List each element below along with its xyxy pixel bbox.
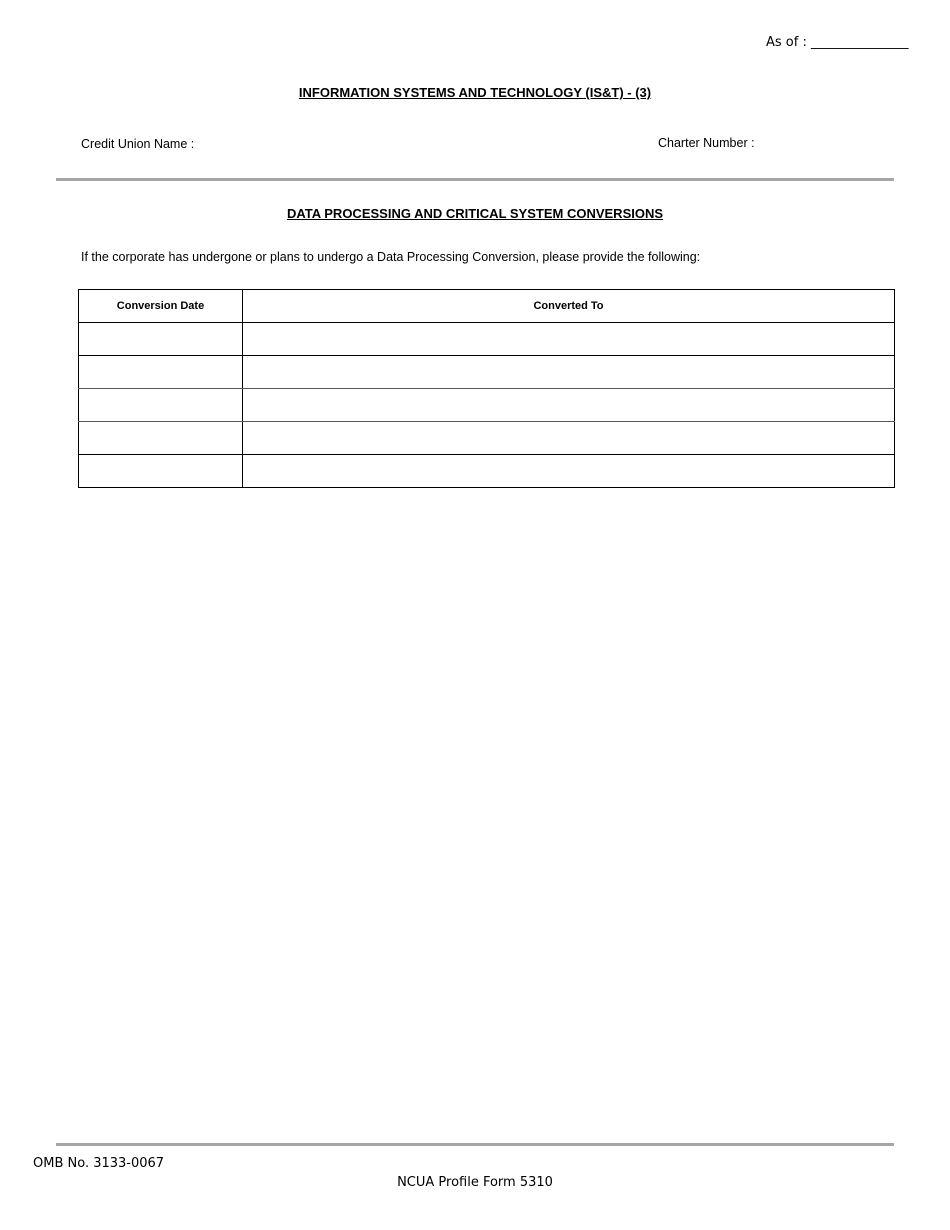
charter-number-label: Charter Number :: [658, 136, 755, 150]
page-title: INFORMATION SYSTEMS AND TECHNOLOGY (IS&T) - (3): [298, 85, 652, 100]
converted-to-cell[interactable]: [243, 422, 895, 455]
form-identifier: NCUA Profile Form 5310: [397, 1175, 553, 1190]
conversion-date-cell[interactable]: [79, 356, 243, 389]
credit-union-name-label: Credit Union Name :: [81, 137, 195, 151]
converted-to-cell[interactable]: [243, 389, 895, 422]
converted-to-cell[interactable]: [243, 455, 895, 488]
as-of-field[interactable]: As of : _______________: [766, 35, 909, 50]
table-row: [79, 323, 895, 356]
conversion-date-cell[interactable]: [79, 389, 243, 422]
header-divider: [56, 178, 894, 181]
table-row: [79, 455, 895, 488]
omb-number: OMB No. 3133-0067: [33, 1156, 165, 1171]
conversion-date-cell[interactable]: [79, 422, 243, 455]
conversion-date-cell[interactable]: [79, 323, 243, 356]
converted-to-cell[interactable]: [243, 323, 895, 356]
section-title: DATA PROCESSING AND CRITICAL SYSTEM CONVERSIONS: [286, 206, 664, 221]
column-header-converted-to: Converted To: [243, 290, 895, 323]
footer-divider: [56, 1143, 894, 1146]
column-header-conversion-date: Conversion Date: [79, 290, 243, 323]
conversion-date-cell[interactable]: [79, 455, 243, 488]
table-row: [79, 422, 895, 455]
conversions-table: [78, 289, 895, 488]
table-header-row: [79, 290, 895, 323]
converted-to-cell[interactable]: [243, 356, 895, 389]
table-row: [79, 356, 895, 389]
instructions-text: If the corporate has undergone or plans to undergo a Data Processing Conversion, please provide the following:: [81, 250, 701, 264]
table-row: [79, 389, 895, 422]
